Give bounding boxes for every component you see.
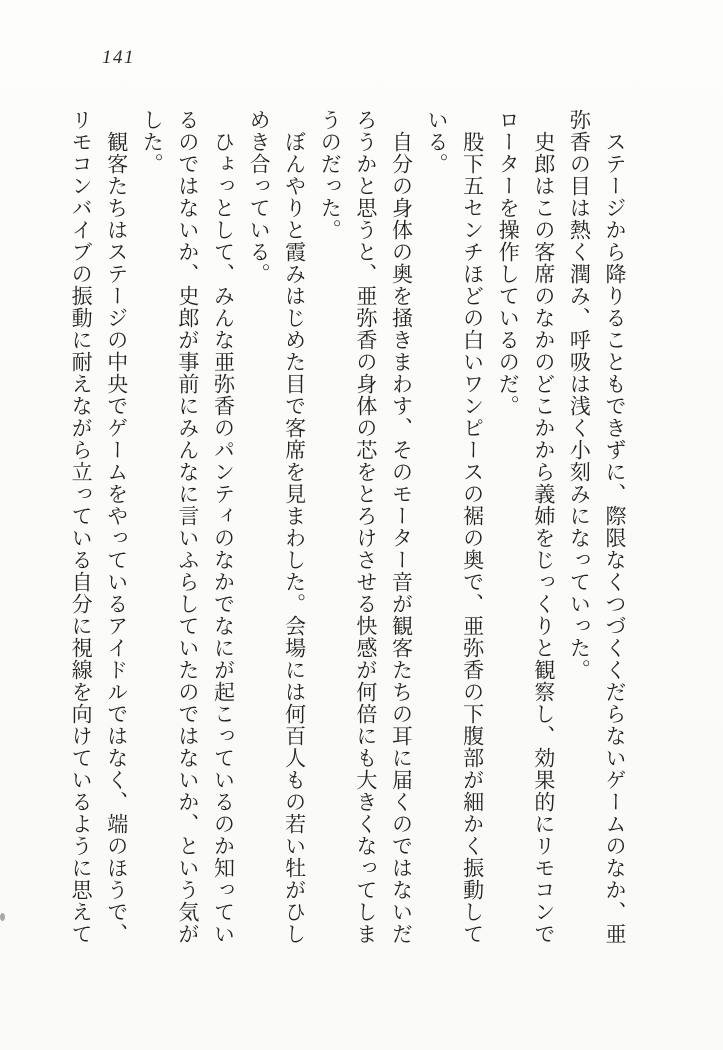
body-text (63, 109, 633, 947)
page-number: 141 (102, 47, 135, 68)
paragraph: ステージから降りることもできずに、際限なくつづくくだらないゲームのなか、亜弥香の目は熱く潤み、呼吸は浅く小刻みになっていった。 (567, 109, 627, 945)
paragraph: ぼんやりと霞みはじめた目で客席を見まわした。会場には何百人もの若い牡がひしめき合っている。 (247, 109, 307, 945)
paragraph: 自分の身体の奥を掻きまわす、そのモーター音が観客たちの耳に届くのではないだろうかと思うと、亜弥香の身体の芯をとろけさせる快感が何倍にも大きくなってしまうのだった。 (318, 109, 414, 945)
scan-ink-speck (0, 913, 5, 921)
paragraph: 観客たちはステージの中央でゲームをやっているアイドルではなく、端のほうで、リモコンバイブの振動に耐えながら立っている自分に視線を向けているように思えて (69, 109, 129, 945)
paragraph: 股下五センチほどの白いワンピースの裾の奥で、亜弥香の下腹部が細かく振動している。 (425, 109, 485, 945)
paragraph: 史郎はこの客席のなかのどこかから義姉をじっくりと観察し、効果的にリモコンでローターを操作しているのだ。 (496, 109, 556, 945)
paragraph: ひょっとして、みんな亜弥香のパンティのなかでなにが起こっているのか知っているのではないか、史郎が事前にみんなに言いふらしていたのではないか、という気がした。 (140, 109, 236, 945)
